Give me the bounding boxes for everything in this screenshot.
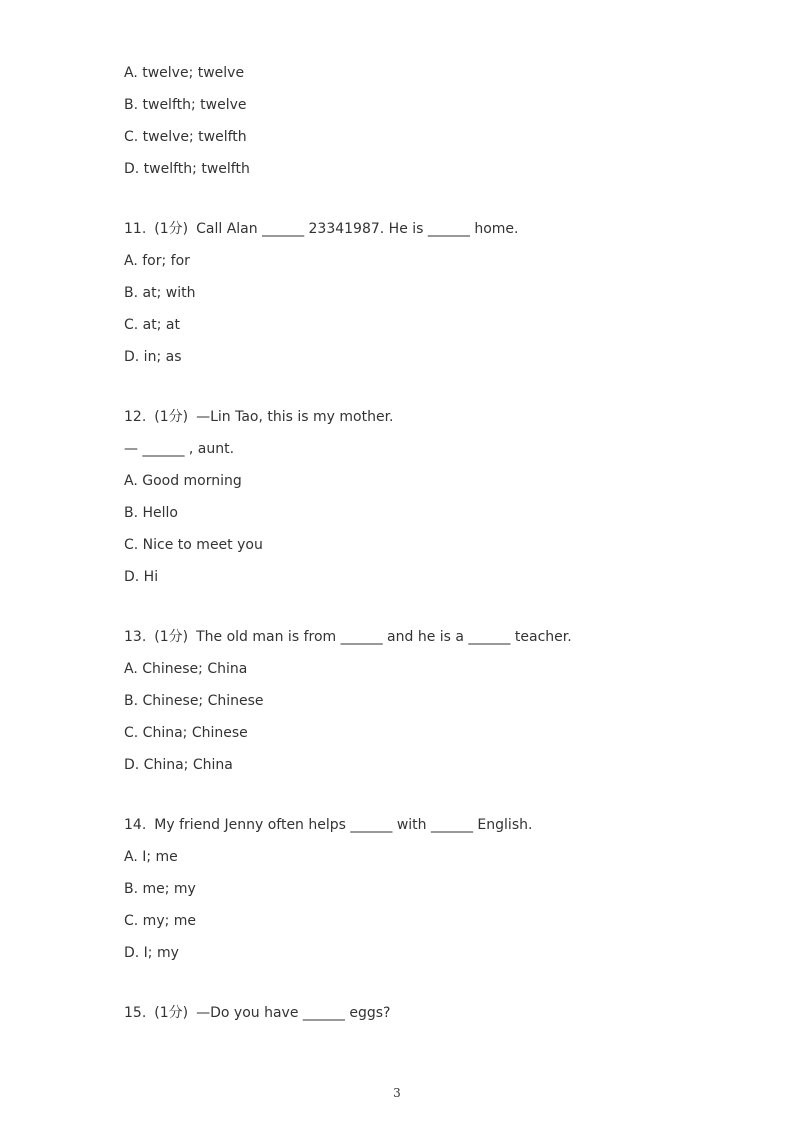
option-d: D. China; China: [124, 757, 233, 773]
question-text: Call Alan ______ 23341987. He is ______ home.: [196, 221, 519, 237]
question-number: 14.: [124, 817, 147, 833]
question-block-13: [124, 624, 744, 784]
question-score: (1分): [154, 409, 189, 425]
page-number: 3: [393, 1086, 401, 1100]
option-c: C. twelve; twelfth: [124, 129, 247, 145]
question-text: —Do you have ______ eggs?: [196, 1005, 391, 1021]
question-number: 12.: [124, 409, 147, 425]
question-stem: [124, 1000, 744, 1032]
question-stem: [124, 216, 744, 248]
question-block-15: [124, 1000, 744, 1032]
option-d: D. twelfth; twelfth: [124, 161, 250, 177]
option-b: B. Hello: [124, 505, 178, 521]
question-stem: [124, 404, 744, 436]
option-a: A. for; for: [124, 253, 190, 269]
option-b: B. Chinese; Chinese: [124, 693, 264, 709]
option-c: C. at; at: [124, 317, 180, 333]
question-stem: [124, 812, 744, 844]
option-a: A. Good morning: [124, 473, 242, 489]
option-a: A. Chinese; China: [124, 661, 248, 677]
question-block-14: [124, 812, 744, 972]
question-score: (1分): [154, 629, 189, 645]
question-block-11: [124, 216, 744, 376]
question-text: My friend Jenny often helps ______ with ______ English.: [154, 817, 533, 833]
option-d: D. I; my: [124, 945, 179, 961]
question-number: 11.: [124, 221, 147, 237]
question-stem-reply: — ______ , aunt.: [124, 441, 235, 457]
option-c: C. China; Chinese: [124, 725, 248, 741]
question-block-12: [124, 404, 744, 596]
question-number: 13.: [124, 629, 147, 645]
option-d: D. in; as: [124, 349, 182, 365]
option-b: B. at; with: [124, 285, 196, 301]
question-block-10-options: [124, 60, 744, 188]
option-b: B. twelfth; twelve: [124, 97, 247, 113]
option-c: C. my; me: [124, 913, 197, 929]
option-a: A. twelve; twelve: [124, 65, 245, 81]
question-text: —Lin Tao, this is my mother.: [196, 409, 394, 425]
question-number: 15.: [124, 1005, 147, 1021]
question-score: (1分): [154, 1005, 189, 1021]
question-list: [124, 60, 744, 1032]
option-a: A. I; me: [124, 849, 178, 865]
option-c: C. Nice to meet you: [124, 537, 263, 553]
option-d: D. Hi: [124, 569, 159, 585]
question-stem: [124, 624, 744, 656]
option-b: B. me; my: [124, 881, 196, 897]
question-score: (1分): [154, 221, 189, 237]
question-text: The old man is from ______ and he is a ______ teacher.: [196, 629, 572, 645]
